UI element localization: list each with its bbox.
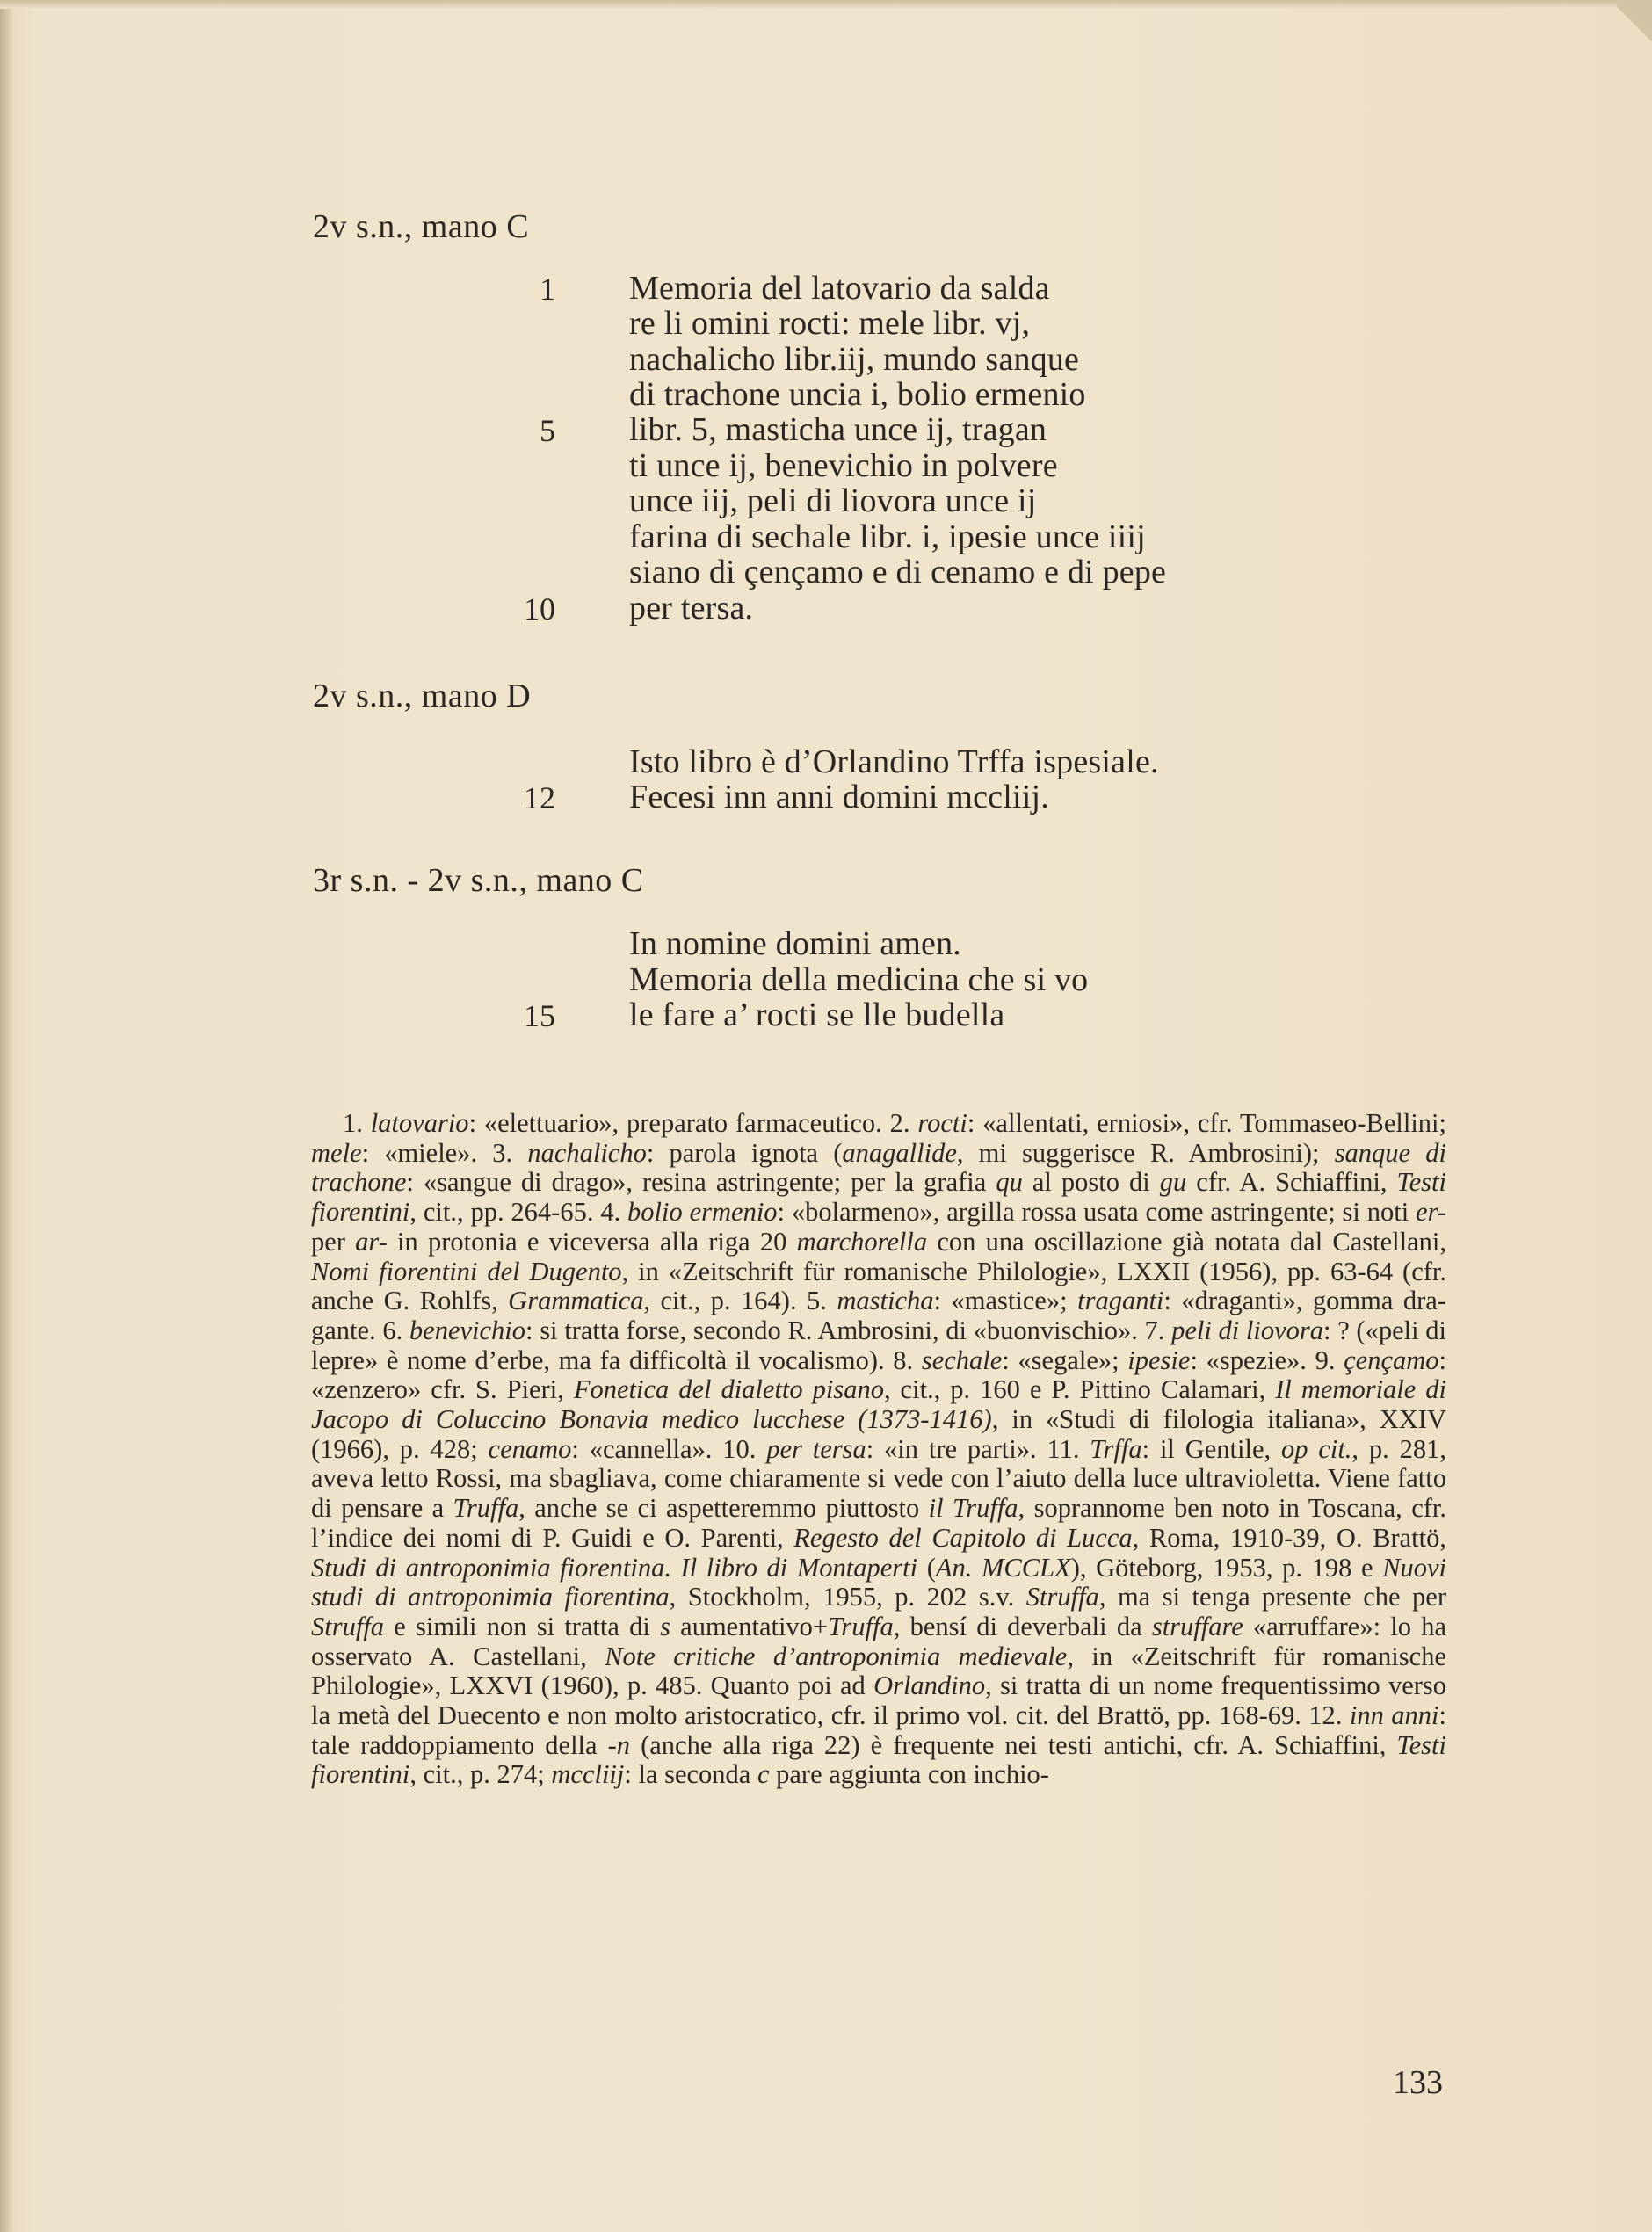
footnote-italic-text: op cit. bbox=[1280, 1433, 1352, 1464]
line-number: 10 bbox=[524, 591, 555, 627]
footnote-italic-text: inn anni bbox=[1349, 1700, 1439, 1731]
footnote-text: al posto di bbox=[1022, 1167, 1160, 1198]
footnote-text: : «sangue di drago», resina astringente; per la grafia bbox=[406, 1167, 996, 1198]
verse-line: le fare a’ rocti se lle budella bbox=[629, 996, 1005, 1033]
footnote-text: : ? («peli di lepre» è nome d’erbe, ma fa difficoltà il vocalismo). 8. bbox=[311, 1315, 1446, 1375]
footnote-italic-text: benevichio bbox=[409, 1315, 526, 1345]
verse-line: ti unce ij, benevichio in polvere bbox=[629, 447, 1058, 484]
footnote-text: : «segale»; bbox=[1002, 1344, 1128, 1375]
footnote-text: , anche se ci aspetteremmo piuttosto bbox=[518, 1493, 929, 1524]
section-heading-2: 2v s.n., mano D bbox=[313, 678, 532, 714]
footnote-text: , Stockholm, 1955, p. 202 s.v. bbox=[669, 1582, 1026, 1612]
footnote-italic-text: Regesto del Capitolo di Lucca bbox=[793, 1522, 1133, 1553]
footnote-text: : «miele». 3. bbox=[361, 1137, 528, 1168]
verse-line: Fecesi inn anni domini mccliij. bbox=[629, 779, 1049, 815]
footnote-italic-text: Struffa bbox=[311, 1611, 385, 1641]
footnote-italic-text: Testi fiorentini bbox=[311, 1729, 1446, 1790]
footnote-italic-text: Testi fiorentini bbox=[311, 1167, 1446, 1228]
footnote-italic-text: ipesie bbox=[1127, 1344, 1191, 1375]
footnote-italic-text: Struffa bbox=[1025, 1582, 1099, 1612]
footnote-text: : «elettuario», preparato farmaceutico. 2. bbox=[468, 1108, 918, 1138]
footnote-text: , p. 281, aveva letto Rossi, ma sbagliava, come chiaramente si vede con l’aiuto della luce ultravioletta. Viene fatto di pensare a bbox=[311, 1433, 1446, 1524]
footnote-italic-text: mccliij bbox=[551, 1759, 625, 1790]
footnote-italic-text: sechale bbox=[921, 1344, 1003, 1375]
footnote-italic-text: Il memoriale di Jacopo di Coluccino Bonavia medico lucchese (1373-1416) bbox=[311, 1374, 1446, 1435]
page-top-edge bbox=[0, 0, 1652, 9]
footnote-text: : «in tre parti». 11. bbox=[866, 1433, 1090, 1464]
verse-line: libr. 5, masticha unce ij, tragan bbox=[629, 411, 1047, 448]
line-number: 15 bbox=[524, 998, 555, 1033]
footnote-italic-text: gu bbox=[1159, 1167, 1187, 1198]
footnote-text: : «allentati, erniosi», cfr. Tommaseo-Bellini; bbox=[967, 1108, 1446, 1138]
footnote-italic-text: er- bbox=[1416, 1197, 1446, 1228]
section-heading-3: 3r s.n. - 2v s.n., mano C bbox=[313, 862, 644, 899]
footnote-italic-text: Trffa bbox=[1090, 1433, 1142, 1464]
footnote-italic-text: peli di liovora bbox=[1171, 1315, 1324, 1345]
section-heading-1: 2v s.n., mano C bbox=[313, 208, 530, 245]
line-number: 1 bbox=[540, 272, 555, 307]
footnote-text: ( bbox=[917, 1552, 936, 1583]
verse-line: Memoria del latovario da salda bbox=[629, 270, 1050, 307]
verse-line: farina di sechale libr. i, ipesie unce iiij bbox=[629, 518, 1146, 555]
footnote-italic-text: c bbox=[757, 1759, 770, 1790]
footnote-text: : il Gentile, bbox=[1141, 1433, 1281, 1464]
footnote-italic-text: nachalicho bbox=[527, 1137, 647, 1168]
footnote-italic-text: Truffa bbox=[828, 1611, 894, 1641]
footnote-text: : tale raddoppiamento della bbox=[311, 1700, 1446, 1760]
verse-line: per tersa. bbox=[629, 590, 754, 627]
footnote-text: ), Göteborg, 1953, p. 198 e bbox=[1070, 1552, 1383, 1583]
footnote-text: , soprannome ben noto in Toscana, cfr. l’indice dei nomi di P. Guidi e O. Parenti, bbox=[311, 1493, 1446, 1553]
footnote-italic-text: qu bbox=[996, 1167, 1023, 1198]
footnote-text: : la seconda bbox=[624, 1759, 757, 1790]
footnote-italic-text: s bbox=[660, 1611, 670, 1641]
footnote-italic-text: bolio ermenio bbox=[627, 1197, 778, 1228]
footnote-text: pare aggiunta con inchio- bbox=[769, 1759, 1049, 1790]
verse-line: siano di çençamo e di cenamo e di pepe bbox=[629, 554, 1167, 591]
footnote-italic-text: struffare bbox=[1151, 1611, 1243, 1641]
footnote-italic-text: Nuovi studi di antroponimia fiorentina bbox=[311, 1552, 1446, 1612]
footnote-italic-text: anagallide bbox=[842, 1137, 957, 1168]
footnote-italic-text: çençamo bbox=[1344, 1344, 1439, 1375]
verse-line: nachalicho libr.iij, mundo sanque bbox=[629, 341, 1080, 378]
footnote-text: con una oscillazione già notata dal Castellani, bbox=[927, 1226, 1446, 1257]
footnote-italic-text: sanque di trachone bbox=[311, 1137, 1446, 1198]
footnote-italic-text: masticha bbox=[837, 1286, 934, 1316]
footnote-text: in protonia e viceversa alla riga 20 bbox=[387, 1226, 797, 1257]
footnote-text: 1. bbox=[343, 1108, 371, 1138]
footnote-text: per bbox=[311, 1226, 356, 1257]
footnote-italic-text: marchorella bbox=[796, 1226, 928, 1257]
footnote-text: , in «Zeitschrift für romanische Philologie», LXXII (1956), pp. 63-64 (cfr. anche G. Rohlfs, bbox=[311, 1256, 1446, 1316]
footnote-text: , cit., p. 160 e P. Pittino Calamari, bbox=[883, 1374, 1276, 1405]
footnote-text: , in «Zeitschrift für romanische Philologie», LXXVI (1960), p. 485. Quanto poi ad bbox=[311, 1641, 1446, 1701]
footnote-text: : «cannella». 10. bbox=[571, 1433, 767, 1464]
verse-line: Memoria della medicina che si vo bbox=[629, 961, 1089, 998]
footnote-text: , Roma, 1910-39, O. Brattö, bbox=[1132, 1522, 1446, 1553]
verse-line: unce iij, peli di liovora unce ij bbox=[629, 482, 1037, 519]
footnote-italic-text: Truffa bbox=[453, 1493, 519, 1524]
footnote-text: , bensí di deverbali da bbox=[893, 1611, 1152, 1641]
footnote-text: , si tratta di un nome frequentissimo verso la metà del Duecento e non molto aristocratico, cfr. il primo vol. cit. del Brattö, pp. 168-69. 12. bbox=[311, 1670, 1447, 1731]
footnote-italic-text: Note critiche d’antroponimia medievale bbox=[605, 1641, 1068, 1671]
footnote-text: , in «Studi di filologia italiana», XXIV (1966), p. 428; bbox=[311, 1404, 1446, 1464]
footnote-text: , mi suggerisce R. Ambrosini); bbox=[956, 1137, 1335, 1168]
footnote-text: : parola ignota ( bbox=[646, 1137, 843, 1168]
footnote-italic-text: Orlandino bbox=[873, 1670, 986, 1701]
footnote-italic-text: latovario bbox=[370, 1108, 469, 1138]
footnote-italic-text: cenamo bbox=[488, 1433, 572, 1464]
footnote-italic-text: per tersa bbox=[766, 1433, 866, 1464]
footnote-text: : «bolarmeno», argilla rossa usata come astringente; si noti bbox=[777, 1197, 1417, 1228]
line-number: 12 bbox=[524, 780, 555, 815]
footnote-italic-text: ar- bbox=[355, 1226, 388, 1257]
footnote-italic-text: traganti bbox=[1077, 1286, 1164, 1316]
footnote-text: , ma si tenga presente che per bbox=[1098, 1582, 1446, 1612]
footnote-text: cfr. A. Schiaffini, bbox=[1186, 1167, 1397, 1198]
footnote-text: , cit., pp. 264-65. 4. bbox=[409, 1197, 628, 1228]
footnote-italic-text: Fonetica del dialetto pisano bbox=[573, 1374, 884, 1405]
footnote-italic-text: rocti bbox=[917, 1108, 967, 1138]
footnote-italic-text: Grammatica bbox=[508, 1286, 644, 1316]
footnote-italic-text: Nomi fiorentini del Dugento bbox=[311, 1256, 622, 1286]
footnote-text: : «spezie». 9. bbox=[1190, 1344, 1344, 1375]
footnote-text: , cit., p. 274; bbox=[409, 1759, 552, 1790]
page-number: 133 bbox=[1393, 2064, 1443, 2101]
footnote-text: aumentativo+ bbox=[670, 1611, 829, 1641]
footnote-text: : «draganti», gomma dragante. 6. bbox=[311, 1286, 1446, 1345]
footnote-text: : «zenzero» cfr. S. Pieri, bbox=[311, 1344, 1446, 1405]
page-corner-fold bbox=[1617, 0, 1652, 48]
page-left-edge bbox=[0, 0, 12, 2232]
verse-line: di trachone uncia i, bolio ermenio bbox=[629, 376, 1086, 413]
footnotes bbox=[311, 1109, 1446, 1790]
footnote-text: «arruffare»: lo ha osservato A. Castellani, bbox=[311, 1611, 1446, 1671]
verse-line: re li omini rocti: mele libr. vj, bbox=[629, 305, 1031, 342]
footnote-text: (anche alla riga 22) è frequente nei testi antichi, cfr. A. Schiaffini, bbox=[630, 1729, 1397, 1760]
footnote-italic-text: An. MCCLX bbox=[935, 1552, 1071, 1583]
footnote-italic-text: -n bbox=[607, 1729, 631, 1760]
footnote-text: e simili non si tratta di bbox=[384, 1611, 661, 1641]
verse-line: Isto libro è d’Orlandino Trffa ispesiale. bbox=[629, 743, 1159, 780]
footnote-italic-text: mele bbox=[311, 1137, 362, 1168]
line-number: 5 bbox=[540, 413, 555, 448]
footnote-text: : si tratta forse, secondo R. Ambrosini, di «buonvischio». 7. bbox=[525, 1315, 1172, 1345]
footnote-italic-text: il Truffa bbox=[928, 1493, 1018, 1524]
footnote-italic-text: Studi di antroponimia fiorentina. Il libro di Montaperti bbox=[311, 1552, 918, 1583]
verse-line: In nomine domini amen. bbox=[629, 925, 961, 962]
footnote-text: , cit., p. 164). 5. bbox=[643, 1286, 837, 1316]
footnote-text: : «mastice»; bbox=[933, 1286, 1078, 1316]
